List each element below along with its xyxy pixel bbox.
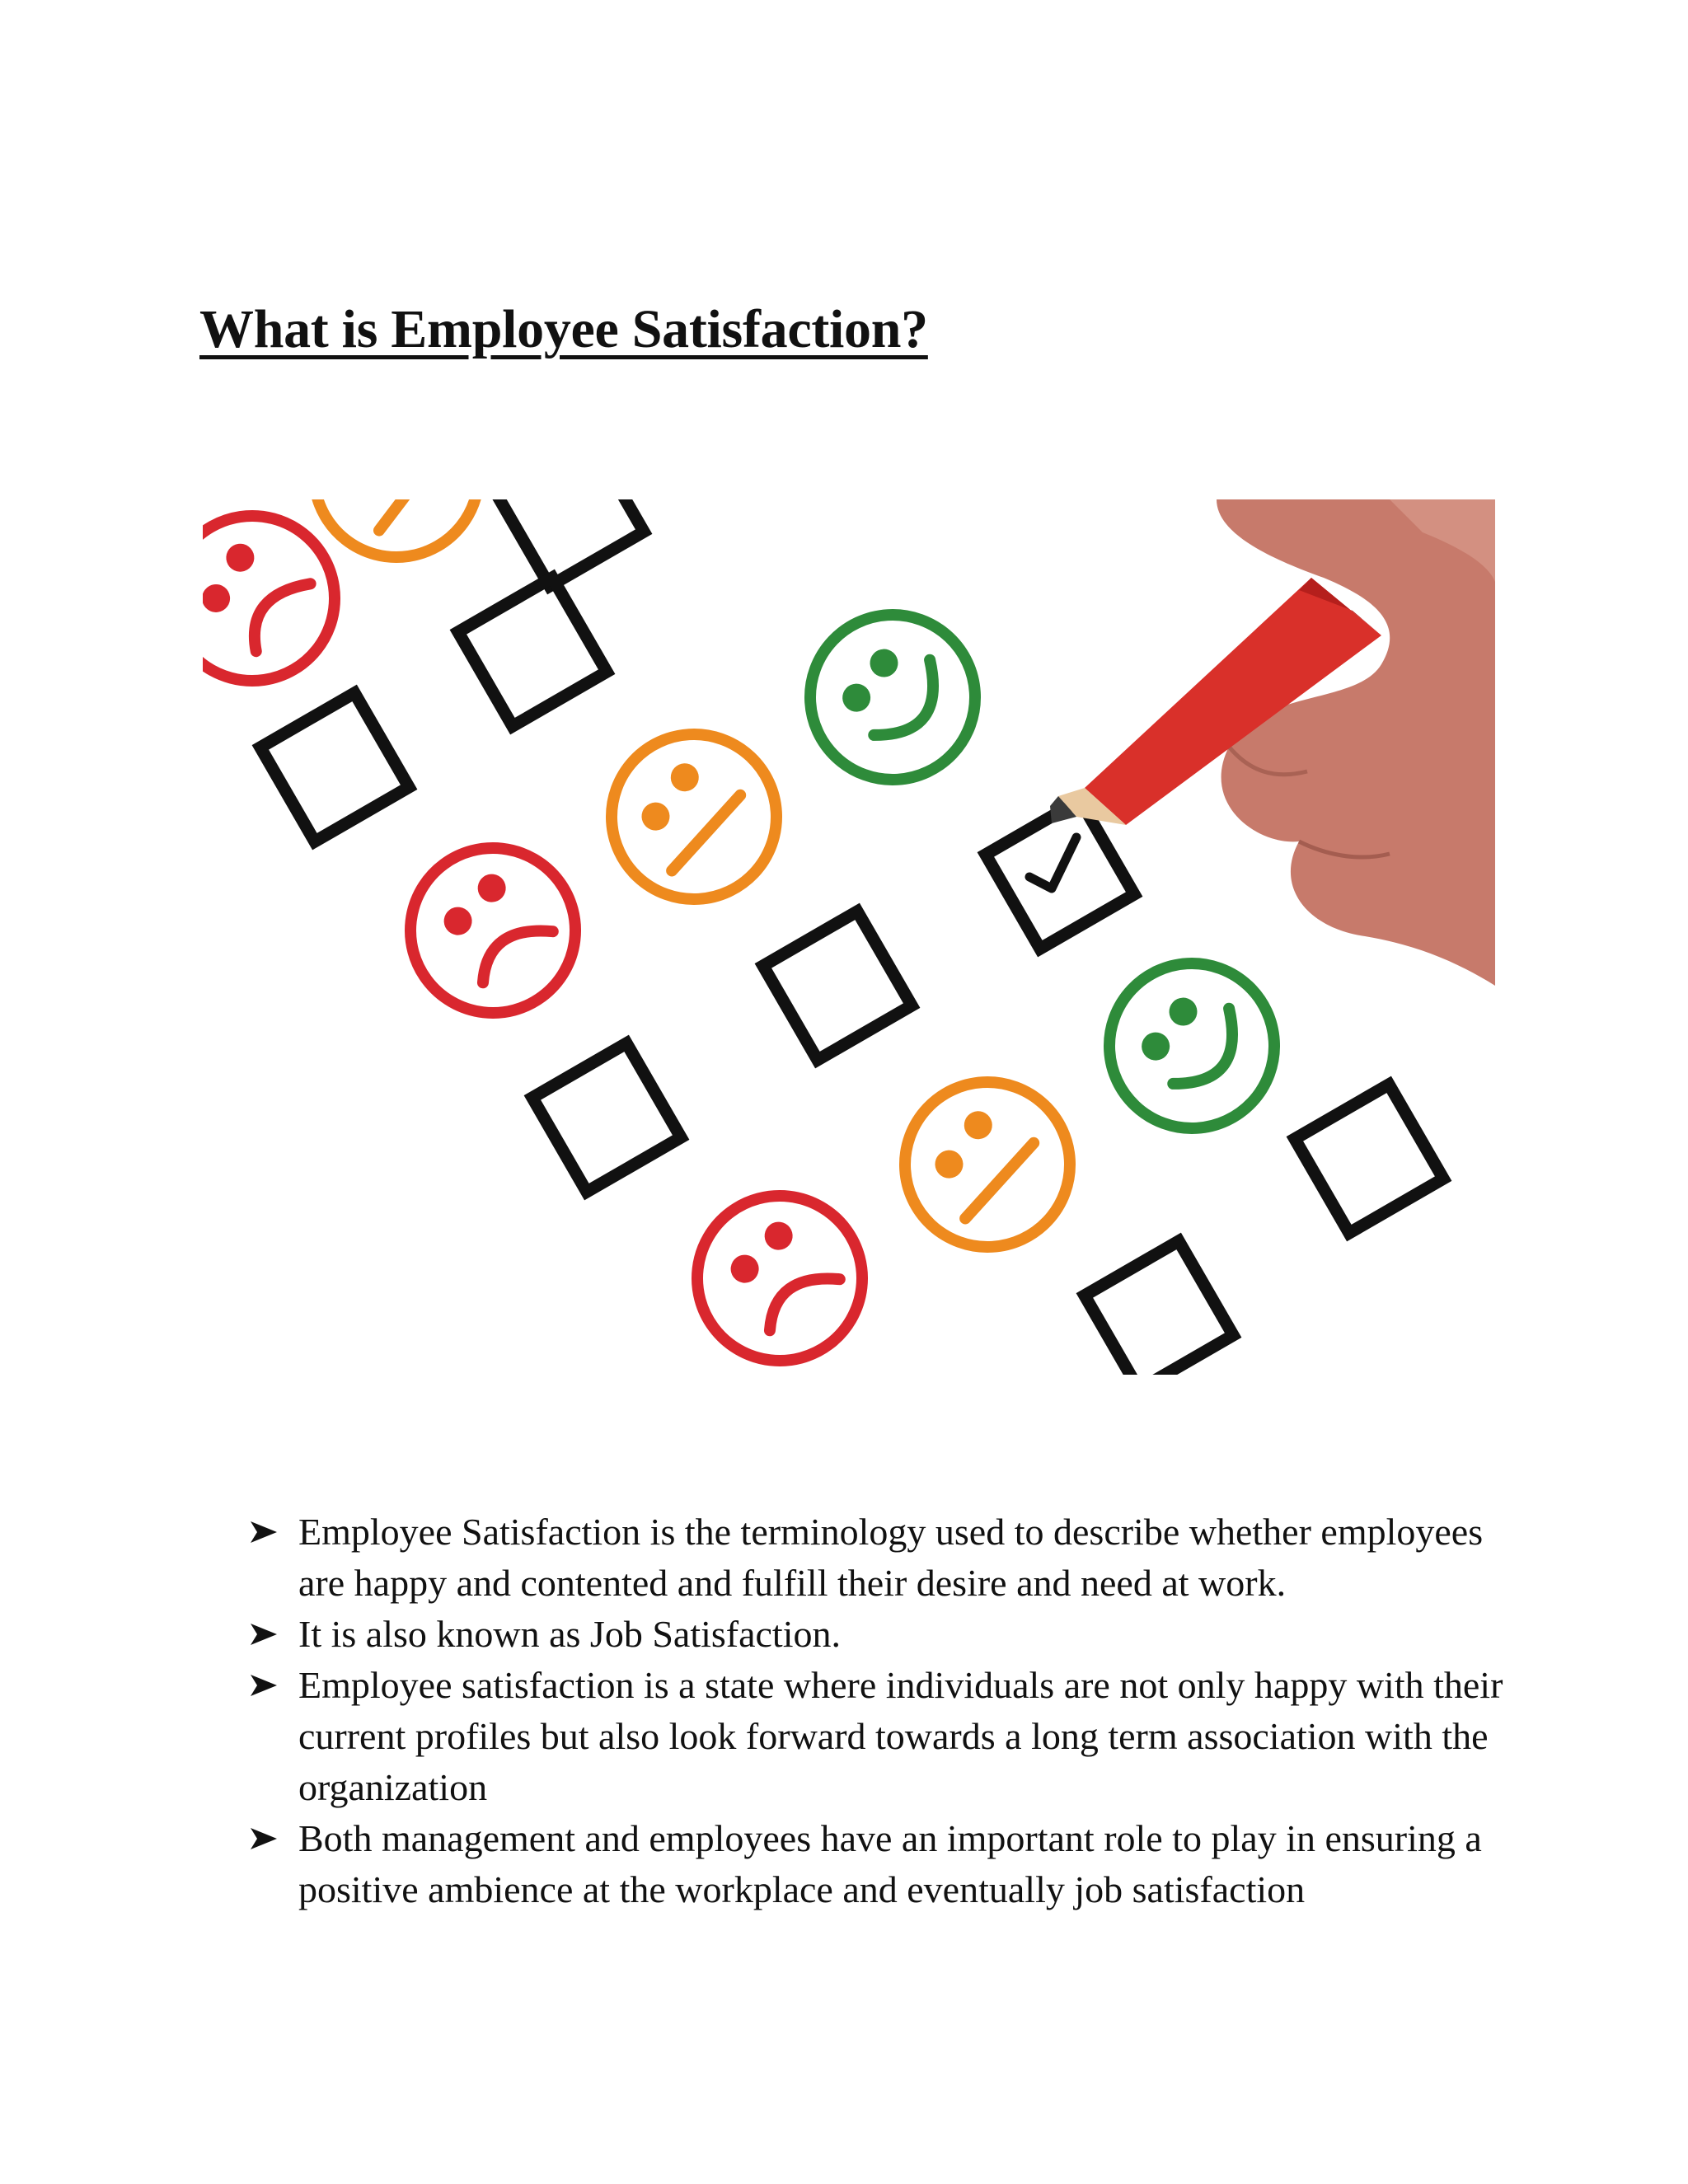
empty-checkbox-icon [763,912,912,1060]
bullet-text: Both management and employees have an important role to play in ensuring a positive ambience at the workplace and eventually job satisfaction [298,1817,1482,1910]
arrowhead-bullet-icon [247,1609,280,1660]
neutral-face-icon [878,1055,1097,1274]
list-item [247,1609,1517,1660]
hand [1217,499,1495,986]
empty-checkbox-icon [1085,1241,1233,1375]
list-item [247,1660,1517,1813]
empty-checkbox-icon [260,693,409,841]
happy-face-icon [1082,936,1301,1155]
empty-checkbox-icon [532,1043,681,1192]
sad-face-icon [392,830,594,1032]
bullet-list [247,1507,1517,1915]
neutral-face-icon [584,707,804,926]
page-title: What is Employee Satisfaction? [199,299,928,359]
arrowhead-bullet-icon [247,1813,280,1864]
list-item [247,1813,1517,1915]
bullet-text: Employee satisfaction is a state where individuals are not only happy with their current profiles but also look forward towards a long term association with the organization [298,1664,1503,1808]
satisfaction-survey-illustration [203,499,1495,1375]
happy-face-icon [783,588,1002,807]
sad-face-icon [679,1178,881,1375]
empty-checkbox-icon [1295,1085,1443,1233]
arrowhead-bullet-icon [247,1660,280,1711]
bullet-text: It is also known as Job Satisfaction. [298,1613,841,1655]
bullet-text: Employee Satisfaction is the terminology used to describe whether employees are happy and contented and fulfill their desire and need at work. [298,1511,1484,1604]
empty-checkbox-icon [458,578,607,726]
list-item [247,1507,1517,1609]
arrowhead-bullet-icon [247,1507,280,1558]
survey-illustration-svg [203,499,1495,1375]
empty-checkbox-icon [495,499,644,586]
